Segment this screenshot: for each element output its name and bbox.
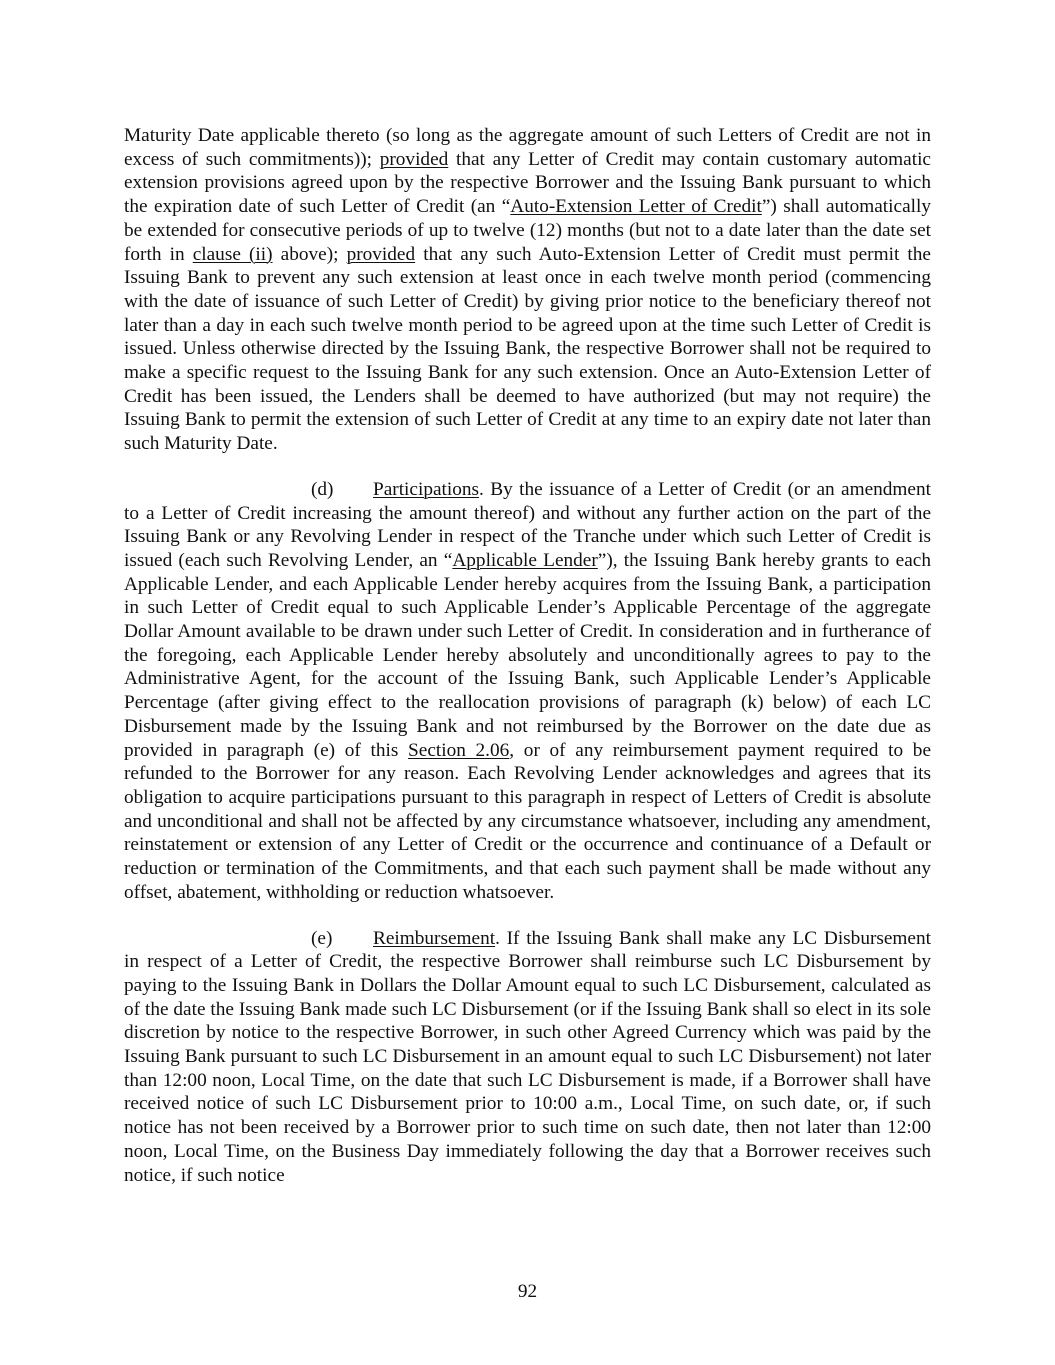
text-run: Maturity Date applicable thereto (so long as the aggregate amount of such Letters of Credit are not in excess of such commitments));	[124, 125, 931, 170]
document-body	[124, 124, 931, 1187]
clause-reference: clause (ii)	[192, 243, 273, 265]
text-run: , or of any reimbursement payment required to be refunded to the Borrower for any reason. Each Revolving Lender acknowledges and agrees that its obligation to acquire participations pursuant to this paragraph in respect of Letters of Credit is absolute and unconditional and shall not be affected by any circumstance whatsoever, including any amendment, reinstatement or extension of any Letter of Credit or the occurrence and continuance of a Default or reduction or termination of the Commitments, and that each such payment shall be made without any offset, abatement, withholding or reduction whatsoever.	[124, 739, 931, 903]
text-run: ”), the Issuing Bank hereby grants to each Applicable Lender, and each Applicable Lender hereby acquires from the Issuing Bank, a participation in such Letter of Credit equal to such Applicable Lender’s Applicable Percentage of the aggregate Dollar Amount available to be drawn under such Letter of Credit. In consideration and in furtherance of the foregoing, each Applicable Lender hereby absolutely and unconditionally agrees to pay to the Administrative Agent, for the account of the Issuing Bank, such Applicable Lender’s Applicable Percentage (after giving effect to the reallocation provisions of paragraph (k) below) of each LC Disbursement made by the Issuing Bank and not reimbursed by the Borrower on the date due as provided in paragraph (e) of this	[124, 549, 931, 761]
defined-term-provided: provided	[379, 148, 449, 170]
text-run: above);	[272, 243, 347, 265]
page-number: 92	[517, 1281, 538, 1302]
paragraph-number: (e)	[311, 927, 333, 949]
paragraph-number: (d)	[311, 478, 334, 500]
paragraph-e	[124, 927, 931, 1188]
paragraph-heading: Reimbursement	[373, 927, 496, 949]
defined-term-applicable-lender: Applicable Lender	[452, 549, 598, 571]
text-run: that any Letter of Credit may contain customary automatic extension provisions agreed upon by the respective Borrower and the Issuing Bank pursuant to which the expiration date of such Letter of Credit (an “	[124, 148, 931, 218]
text-run: . If the Issuing Bank shall make any LC Disbursement in respect of a Letter of Credit, the respective Borrower shall reimburse such LC Disbursement by paying to the Issuing Bank in Dollars the Dollar Amount equal to such LC Disbursement, calculated as of the date the Issuing Bank made such LC Disbursement (or if the Issuing Bank shall so elect in its sole discretion by notice to the respective Borrower, in such other Agreed Currency which was paid by the Issuing Bank pursuant to such LC Disbursement in an amount equal to such LC Disbursement) not later than 12:00 noon, Local Time, on the date that such LC Disbursement is made, if a Borrower shall have received notice of such LC Disbursement prior to 10:00 a.m., Local Time, on such date, or, if such notice has not been received by a Borrower prior to such time on such date, then not later than 12:00 noon, Local Time, on the Business Day immediately following the day that a Borrower receives such notice, if such notice	[124, 927, 931, 1186]
section-reference: Section 2.06	[408, 739, 510, 761]
defined-term-auto-extension: Auto-Extension Letter of Credit	[510, 196, 762, 218]
paragraph-d	[124, 478, 931, 905]
text-run: . By the issuance of a Letter of Credit (or an amendment to a Letter of Credit increasing the amount thereof) and without any further action on the part of the Issuing Bank or any Revolving Lender in respect of the Tranche under which such Letter of Credit is issued (each such Revolving Lender, an “	[124, 478, 931, 571]
text-run: ”) shall automatically be extended for consecutive periods of up to twelve (12) months (but not to a date later than the date set forth in	[124, 196, 931, 265]
paragraph-c-continued	[124, 124, 931, 456]
text-run: that any such Auto-Extension Letter of Credit must permit the Issuing Bank to prevent any such extension at least once in each twelve month period (commencing with the date of issuance of such Letter of Credit) by giving prior notice to the beneficiary thereof not later than a day in each such twelve month period to be agreed upon at the time such Letter of Credit is issued. Unless otherwise directed by the Issuing Bank, the respective Borrower shall not be required to make a specific request to the Issuing Bank for any such extension. Once an Auto-Extension Letter of Credit has been issued, the Lenders shall be deemed to have authorized (but may not require) the Issuing Bank to permit the extension of such Letter of Credit at any time to an expiry date not later than such Maturity Date.	[124, 243, 931, 455]
paragraph-heading: Participations	[373, 478, 480, 500]
defined-term-provided: provided	[346, 243, 416, 265]
